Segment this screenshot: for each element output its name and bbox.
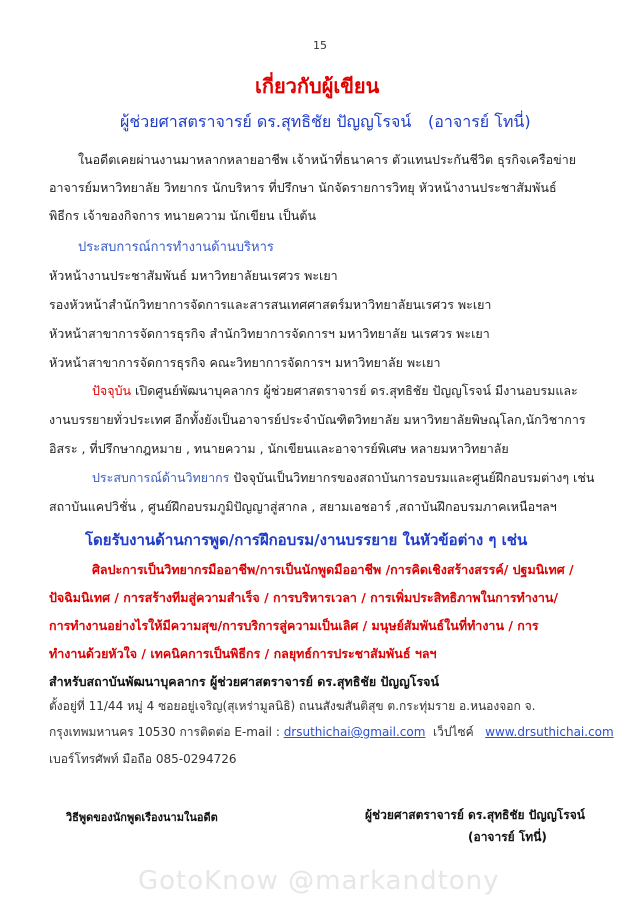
current-label: ปัจจุบัน [92, 383, 132, 398]
page-title: เกี่ยวกับผู้เขียน [255, 74, 380, 98]
current-line-2: งานบรรยายทั่วประเทศ อีกทั้งยังเป็นอาจารย์ประจำบัณฑิตวิทยาลัย มหาวิทยาลัยพิษณุโลก,นักวิชาการ [49, 412, 586, 427]
admin-item: หัวหน้าสาขาการจัดการธุรกิจ คณะวิทยาการจัดการฯ มหาวิทยาลัย พะเยา [49, 355, 441, 370]
intro-line-3: พิธีกร เจ้าของกิจการ ทนายความ นักเขียน เป็นต้น [49, 208, 316, 223]
watermark: GotoKnow @markandtony [138, 866, 500, 896]
intro-line-2: อาจารย์มหาวิทยาลัย วิทยากร นักบริหาร ที่ปรึกษา นักจัดรายการวิทยุ หัวหน้างานประชาสัมพันธ์ [49, 180, 557, 195]
website-link[interactable]: www.drsuthichai.com [485, 725, 614, 739]
email-link[interactable]: drsuthichai@gmail.com [283, 725, 426, 739]
footer-author-nickname: (อาจารย์ โทนี่) [468, 830, 547, 844]
contact-address-2 [49, 723, 614, 742]
contact-address-prefix: กรุงเทพมหานคร 10530 การติดต่อ E-mail : [49, 725, 284, 739]
contact-org: สำหรับสถาบันพัฒนาบุคลากร ผู้ช่วยศาสตราจารย์ ดร.สุทธิชัย ปัญญโรจน์ [49, 674, 440, 689]
admin-item: หัวหน้าสาขาการจัดการธุรกิจ สำนักวิทยาการจัดการฯ มหาวิทยาลัย นเรศวร พะเยา [49, 326, 490, 341]
website-label: เว็ปไซค์ [425, 725, 486, 739]
contact-address-1: ตั้งอยู่ที่ 11/44 หมู่ 4 ซอยอยู่เจริญ(สุเหร่ามูลนิธิ) ถนนสังฆสันติสุข ต.กระทุ่มราย อ.หนองจอก จ. [49, 699, 536, 713]
current-line-1 [92, 381, 578, 401]
author-nickname: (อาจารย์ โทนี่) [428, 112, 531, 131]
lecturer-text: ปัจจุบันเป็นวิทยากรของสถาบันการอบรมและศูนย์ฝึกอบรมต่างๆ เช่น [229, 470, 595, 485]
topics-heading: โดยรับงานด้านการพูด/การฝึกอบรม/งานบรรยาย ในหัวข้อต่าง ๆ เช่น [85, 531, 528, 549]
page-number: 15 [313, 39, 327, 52]
footer-author-name: ผู้ช่วยศาสตราจารย์ ดร.สุทธิชัย ปัญญโรจน์ [365, 808, 585, 822]
lecturer-line-2: สถาบันแคปวิชั่น , ศูนย์ฝึกอบรมภูมิปัญญาสู่สากล , สยามเอชอาร์ ,สถาบันฝึกอบรมภาคเหนือฯลฯ [49, 499, 557, 514]
lecturer-line-1 [92, 468, 594, 488]
admin-heading: ประสบการณ์การทำงานด้านบริหาร [78, 240, 274, 255]
current-text: เปิดศูนย์พัฒนาบุคลากร ผู้ช่วยศาสตราจารย์ ดร.สุทธิชัย ปัญญโรจน์ มีงานอบรมและ [131, 383, 578, 398]
topics-line: การทำงานอย่างไรให้มีความสุข/การบริการสู่ความเป็นเลิศ / มนุษย์สัมพันธ์ในที่ทำงาน / การ [49, 618, 539, 633]
current-line-3: อิสระ , ที่ปรึกษากฎหมาย , ทนายความ , นักเขียนและอาจารย์พิเศษ หลายมหาวิทยาลัย [49, 441, 509, 456]
admin-item: หัวหน้างานประชาสัมพันธ์ มหาวิทยาลัยนเรศวร พะเยา [49, 268, 338, 283]
author-name: ผู้ช่วยศาสตราจารย์ ดร.สุทธิชัย ปัญญโรจน์ [120, 112, 412, 131]
intro-line-1: ในอดีตเคยผ่านงานมาหลากหลายอาชีพ เจ้าหน้าที่ธนาคาร ตัวแทนประกันชีวิต ธุรกิจเครือข่าย [78, 152, 577, 167]
topics-line: ปัจฉิมนิเทศ / การสร้างทีมสู่ความสำเร็จ / การบริหารเวลา / การเพิ่มประสิทธิภาพในการทำงาน/ [49, 590, 559, 605]
topics-line: ทำงานด้วยหัวใจ / เทคนิคการเป็นพิธีกร / กลยุทธ์การประชาสัมพันธ์ ฯลฯ [49, 646, 437, 661]
topics-line: ศิลปะการเป็นวิทยากรมืออาชีพ/การเป็นนักพูดมืออาชีพ /การคิดเชิงสร้างสรรค์/ ปฐมนิเทศ / [92, 562, 574, 577]
contact-phone: เบอร์โทรศัพท์ มือถือ 085-0294726 [49, 752, 237, 766]
admin-item: รองหัวหน้าสำนักวิทยาการจัดการและสารสนเทศศาสตร์มหาวิทยาลัยนเรศวร พะเยา [49, 297, 492, 312]
lecturer-label: ประสบการณ์ด้านวิทยากร [92, 470, 230, 485]
footer-left-caption: วิธีพูดของนักพูดเรืองนามในอดีต [66, 811, 218, 824]
